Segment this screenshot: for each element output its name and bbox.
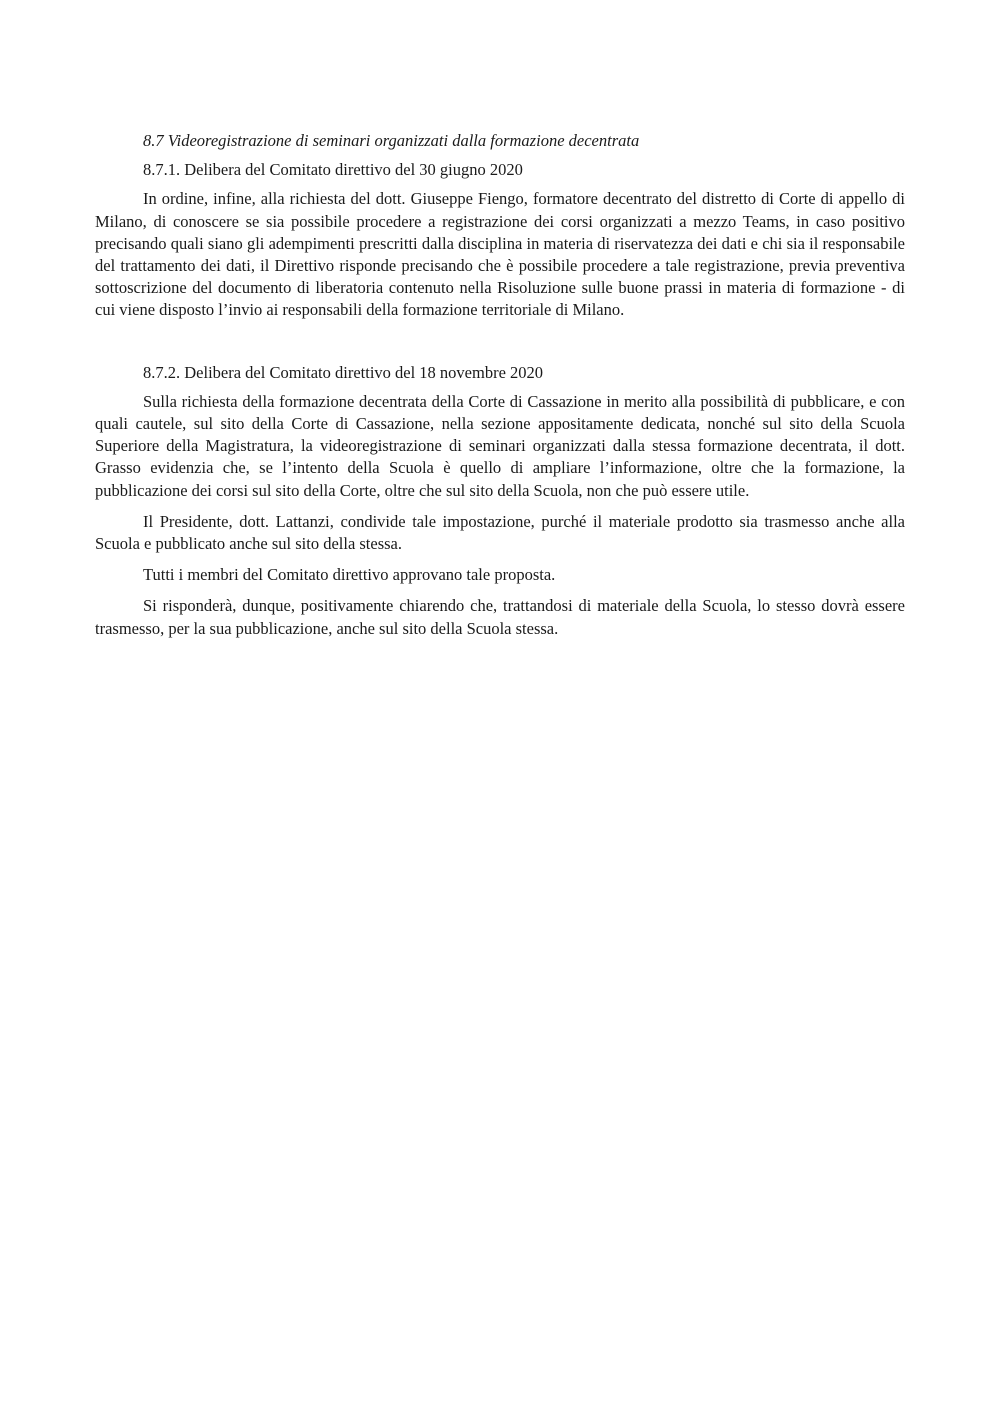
subsection-1-title: 8.7.1. Delibera del Comitato direttivo del 30 giugno 2020 xyxy=(143,160,523,180)
subsection-2-paragraph-3: Tutti i membri del Comitato direttivo approvano tale proposta. xyxy=(143,565,556,585)
subsection-2-paragraph-2: Il Presidente, dott. Lattanzi, condivide tale impostazione, purché il materiale prodotto sia trasmesso anche alla Scuola e pubblicato anche sul sito della stessa. xyxy=(95,511,905,554)
section-title: 8.7 Videoregistrazione di seminari organizzati dalla formazione decentrata xyxy=(143,131,640,150)
subsection-2-paragraph-1: Sulla richiesta della formazione decentrata della Corte di Cassazione in merito alla possibilità di pubblicare, e con quali cautele, sul sito della Corte di Cassazione, nella sezione appositamente dedicata, nonché sul sito della Scuola Superiore della Magistratura, la videoregistrazione di seminari organizzati dalla stessa formazione decentrata, il dott. Grasso evidenzia che, se l’intento della Scuola è quello di ampliare l’informazione, oltre che la formazione, la pubblicazione dei corsi sul sito della Corte, oltre che sul sito della Scuola, non che può essere utile. xyxy=(95,391,905,500)
subsection-2-title: 8.7.2. Delibera del Comitato direttivo del 18 novembre 2020 xyxy=(143,362,544,382)
document-body xyxy=(95,130,905,640)
subsection-2-paragraph-4: Si risponderà, dunque, positivamente chiarendo che, trattandosi di materiale della Scuola, lo stesso dovrà essere trasmesso, per la sua pubblicazione, anche sul sito della Scuola stessa. xyxy=(95,596,905,638)
subsection-1-paragraph: In ordine, infine, alla richiesta del dott. Giuseppe Fiengo, formatore decentrato del distretto di Corte di appello di Milano, di conoscere se sia possibile procedere a registrazione dei corsi organizzati a mezzo Teams, in caso positivo precisando quali siano gli adempimenti prescritti dalla disciplina in materia di riservatezza dei dati e chi sia il responsabile del trattamento dei dati, il Direttivo risponde precisando che è possibile procedere a tale registrazione, previa preventiva sottoscrizione del documento di liberatoria contenuto nella Risoluzione sulle buone prassi in materia di formazione - di cui viene disposto l’invio ai responsabili della formazione territoriale di Milano. xyxy=(95,189,905,320)
